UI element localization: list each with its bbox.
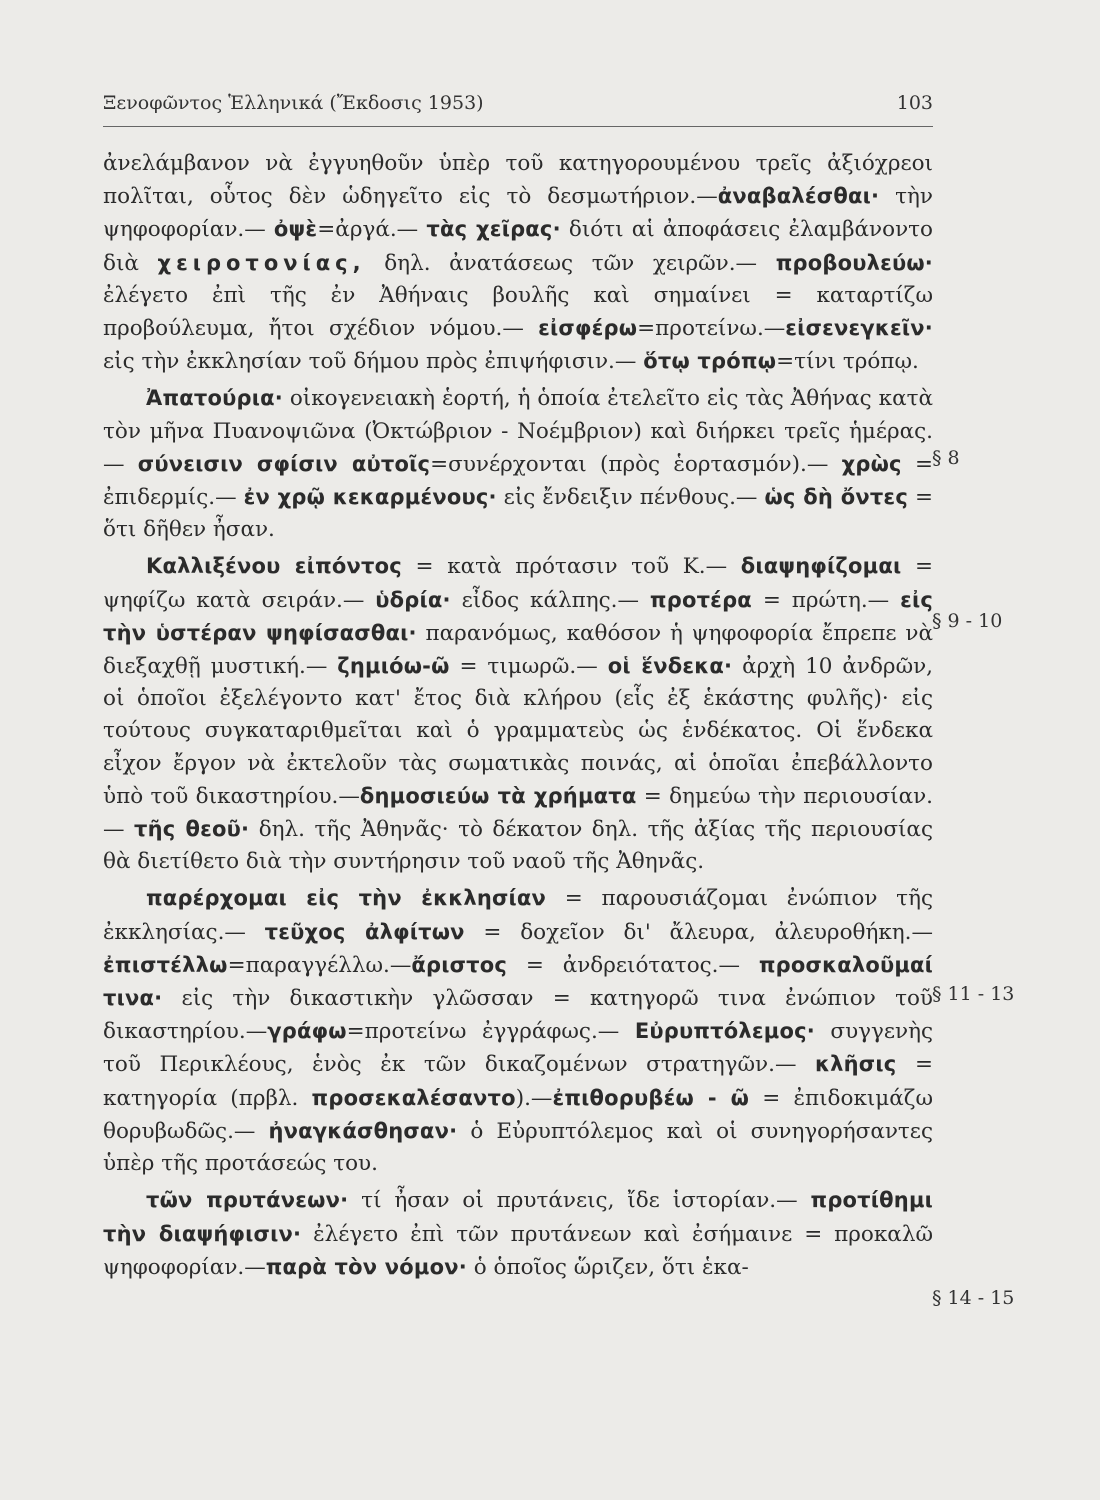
lemma-term: εἰς τὴν ὑστέραν ψηφίσασθαι· <box>103 587 933 645</box>
gloss-text: =προτείνω.— <box>637 316 786 342</box>
gloss-text: εἰς τὴν δικαστικὴν γλῶσσαν = κατηγορῶ τινα ἐνώπιον τοῦ δικαστηρίου.— <box>103 986 933 1045</box>
lemma-term: παρὰ τὸν νόμον· <box>265 1254 467 1279</box>
lemma-term: προτίθημι τὴν διαψήφισιν· <box>103 1188 933 1246</box>
gloss-text: συγγενὴς τοῦ Περικλέους, ἑνὸς ἐκ τῶν δικαζομένων στρατηγῶν.— <box>103 1019 933 1078</box>
paragraph <box>103 148 933 378</box>
running-header <box>103 92 933 122</box>
gloss-text: =ἀργά.— <box>317 217 427 243</box>
margin-section-ref: § 9 - 10 <box>932 610 1003 632</box>
lemma-term: προβουλεύω· <box>775 250 933 275</box>
page-number: 103 <box>896 92 933 114</box>
gloss-text: = ἀνδρειότατος.— <box>507 952 759 978</box>
gloss-text: = κατὰ πρότασιν τοῦ Κ.— <box>401 554 741 580</box>
lemma-term: τῶν πρυτάνεων· <box>146 1188 349 1213</box>
gloss-text: ὁ Εὐρυπτόλεμος καὶ οἱ συνηγορήσαντες ὑπὲρ τῆς προτάσεώς του. <box>103 1118 933 1177</box>
lemma-term: ὡς δὴ ὄντες <box>764 485 908 510</box>
gloss-text: = ὅτι δῆθεν ἦσαν. <box>103 485 933 543</box>
lemma-term: εἰσφέρω <box>538 316 638 341</box>
gloss-text: οἰκογενειακὴ ἑορτή, ἡ ὁποία ἐτελεῖτο εἰς τὰς Ἀθήνας κατὰ τὸν μῆνα Πυανοψιῶνα (Ὀκτώβριον - Νοέμβριον) καὶ διήρκει τρεῖς ἡμέρας.— <box>103 386 933 477</box>
lemma-term: χειροτονίας, <box>157 250 366 275</box>
gloss-text: = παρουσιάζομαι ἐνώπιον τῆς ἐκκλησίας.— <box>103 886 933 945</box>
lemma-term: σύνεισιν σφίσιν αὐτοῖς <box>137 451 431 476</box>
gloss-text: = δοχεῖον δι' ἄλευρα, ἀλευροθήκη.— <box>464 919 933 945</box>
lemma-term: ἠναγκάσθησαν· <box>268 1118 458 1143</box>
lemma-term: τῆς θεοῦ· <box>133 817 250 842</box>
gloss-text: εἰς τὴν ἐκκλησίαν τοῦ δήμου πρὸς ἐπιψήφισιν.— <box>103 349 644 375</box>
gloss-text: = ἐπιδερμίς.— <box>103 451 933 511</box>
lemma-term: παρέρχομαι εἰς τὴν ἐκκλησίαν <box>146 886 547 911</box>
gloss-text: ἐλέγετο ἐπὶ τῶν πρυτάνεων καὶ ἐσήμαινε = προκαλῶ ψηφοφορίαν.— <box>103 1221 933 1280</box>
margin-section-ref: § 8 <box>932 447 960 469</box>
gloss-text: τί ἦσαν οἱ πρυτάνεις, ἴδε ἱστορίαν.— <box>348 1188 811 1214</box>
running-title: Ξενοφῶντος Ἑλληνικά (Ἔκδοσις 1953) <box>103 92 484 114</box>
margin-section-ref: § 14 - 15 <box>932 1287 1015 1309</box>
gloss-text: =συνέρχονται (πρὸς ἑορτασμόν).— <box>430 451 842 477</box>
gloss-text: ἀνελάμβανον νὰ ἐγγυηθοῦν ὑπὲρ τοῦ κατηγορουμένου τρεῖς ἀξιόχρεοι πολῖται, οὗτος δὲν ὡδηγεῖτο εἰς τὸ δεσμωτήριον.— <box>103 151 933 210</box>
gloss-text: = πρώτη.— <box>751 587 901 613</box>
lemma-term: προτέρα <box>649 587 752 612</box>
lemma-term: οἱ ἕνδεκα· <box>607 654 733 679</box>
lemma-term: χρὼς <box>841 451 902 476</box>
lemma-term: κλῆσις <box>815 1052 897 1077</box>
lemma-term: γράφω <box>267 1019 347 1044</box>
margin-section-ref: § 11 - 13 <box>932 983 1015 1005</box>
lemma-term: τὰς χεῖρας· <box>426 217 561 242</box>
lemma-term: εἰσενεγκεῖν· <box>785 316 933 341</box>
lemma-term: δημοσιεύω τὰ χρήματα <box>359 783 637 808</box>
gloss-text: τὴν ψηφοφορίαν.— <box>103 184 934 243</box>
lemma-term: ἄριστος <box>411 952 508 977</box>
paragraph <box>103 1184 933 1284</box>
paragraph <box>103 882 933 1180</box>
gloss-text: εἶδος κάλπης.— <box>450 587 650 613</box>
gloss-text: = ψηφίζω κατὰ σειράν.— <box>103 554 934 613</box>
gloss-text: ἀρχὴ 10 ἀνδρῶν, οἱ ὁποῖοι ἐξελέγοντο κατ' ἔτος διὰ κλήρου (εἷς ἐξ ἑκάστης φυλῆς)· εἰς τούτους συγκαταριθμεῖται καὶ ὁ γραμματεὺς ὡς ἑνδέκατος. Οἱ ἕνδεκα εἶχον ἔργον νὰ ἐκτελοῦν τὰς σωματικὰς ποινάς, αἱ ὁποῖαι ἐπεβάλλοντο ὑπὸ τοῦ δικαστηρίου.— <box>103 654 934 809</box>
lemma-term: διαψηφίζομαι <box>740 554 902 579</box>
lemma-term: ἀναβαλέσθαι· <box>717 184 880 209</box>
page-body <box>103 148 933 1284</box>
gloss-text: =παραγγέλλω.— <box>227 952 412 978</box>
gloss-text: = τιμωρῶ.— <box>449 654 608 680</box>
lemma-term: Καλλιξένου εἰπόντος <box>146 554 402 579</box>
lemma-term: προσεκαλέσαντο <box>311 1085 516 1110</box>
gloss-text: ὁ ὁποῖος ὥριζεν, ὅτι ἑκα- <box>466 1254 749 1280</box>
gloss-text: ).— <box>515 1085 553 1111</box>
lemma-term: προσκαλοῦμαί τινα· <box>103 952 933 1011</box>
lemma-term: ἐν χρῷ κεκαρμένους· <box>243 485 497 510</box>
gloss-text: = κατηγορία (πρβλ. <box>103 1052 933 1111</box>
gloss-text: δηλ. ἀνατάσεως τῶν χειρῶν.— <box>365 250 776 276</box>
lemma-term: ἐπιστέλλω <box>103 952 228 977</box>
lemma-term: ὑδρία· <box>375 587 451 612</box>
gloss-text: παρανόμως, καθόσον ἡ ψηφοφορία ἔπρεπε νὰ διεξαχθῇ μυστική.— <box>103 620 933 680</box>
gloss-text: δηλ. τῆς Ἀθηνᾶς· τὸ δέκατον δηλ. τῆς ἀξίας τῆς περιουσίας θὰ διετίθετο διὰ τὴν συντήρησιν τοῦ ναοῦ τῆς Ἀθηνᾶς. <box>103 817 933 875</box>
lemma-term: ὀψὲ <box>273 217 318 242</box>
lemma-term: Ἀπατούρια· <box>146 386 283 411</box>
lemma-term: ὅτῳ τρόπῳ <box>643 349 777 374</box>
gloss-text: ἐλέγετο ἐπὶ τῆς ἐν Ἀθήναις βουλῆς καὶ σημαίνει = καταρτίζω προβούλευμα, ἤτοι σχέδιον νόμου.— <box>103 282 933 342</box>
lemma-term: ζημιόω-ῶ <box>337 654 450 679</box>
paragraph <box>103 382 933 546</box>
gloss-text: =προτείνω ἐγγράφως.— <box>346 1019 635 1045</box>
lemma-term: ἐπιθορυβέω - ῶ <box>552 1085 750 1110</box>
gloss-text: = δημεύω τὴν περιουσίαν.— <box>103 783 934 843</box>
lemma-term: Εὐρυπτόλεμος· <box>634 1019 815 1044</box>
gloss-text: =τίνι τρόπῳ. <box>776 349 919 375</box>
lemma-term: τεῦχος ἀλφίτων <box>264 919 465 944</box>
paragraph <box>103 550 933 878</box>
gloss-text: εἰς ἔνδειξιν πένθους.— <box>496 485 765 511</box>
header-rule <box>103 126 933 127</box>
gloss-text: = ἐπιδοκιμάζω θορυβωδῶς.— <box>103 1085 933 1144</box>
gloss-text: διότι αἱ ἀποφάσεις ἐλαμβάνοντο διὰ <box>103 217 933 276</box>
